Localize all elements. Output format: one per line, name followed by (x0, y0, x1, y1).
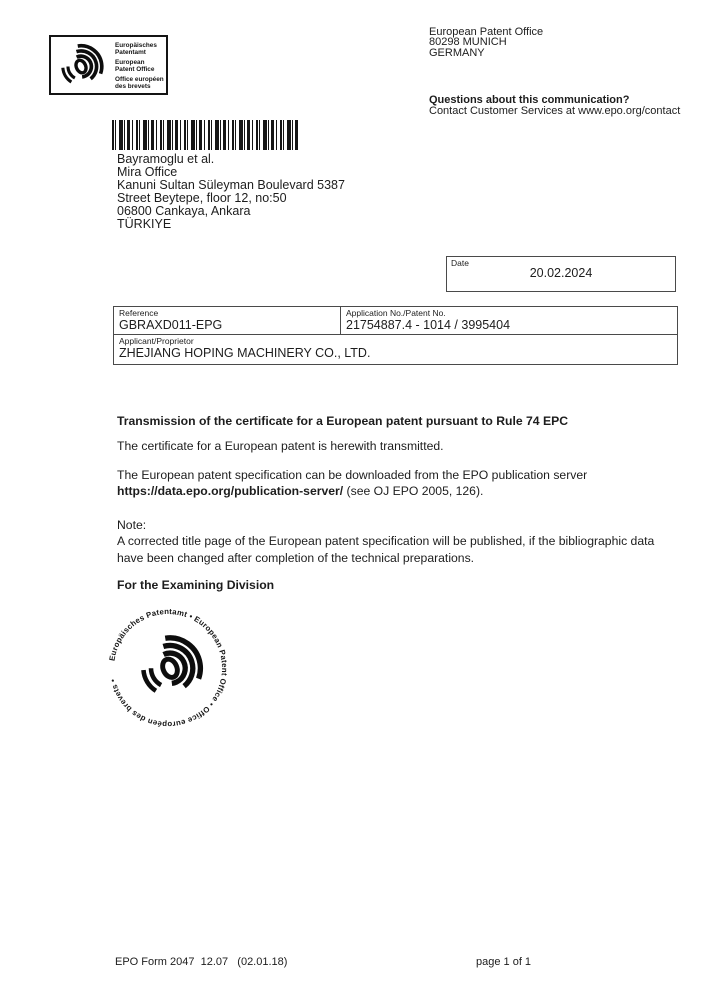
logo-name-en-2: Patent Office (115, 65, 155, 73)
logo-name-en-1: European (115, 58, 145, 66)
barcode (112, 120, 298, 150)
epo-logo-names (115, 41, 164, 90)
note-block (117, 517, 692, 566)
questions-contact: Contact Customer Services at www.epo.org/contact (429, 104, 681, 117)
paragraph-transmitted: The certificate for a European patent is herewith transmitted. (117, 439, 444, 453)
logo-name-fr-1: Office européen (115, 75, 164, 83)
paragraph-download (117, 467, 692, 500)
seal-ring-text: Europäisches Patentamt • European Patent Office • Office européen des brevets • (107, 606, 230, 730)
reference-table (113, 306, 678, 365)
note-line-1: A corrected title page of the European patent specification will be published, if the bibliographic data (117, 534, 655, 549)
oj-reference: (see OJ EPO 2005, 126). (343, 484, 484, 499)
recipient-name: Bayramoglu et al. (117, 152, 215, 166)
date-box (446, 256, 676, 292)
application-cell (341, 307, 677, 335)
applicant-value: ZHEJIANG HOPING MACHINERY CO., LTD. (119, 346, 371, 360)
letter-title: Transmission of the certificate for a European patent pursuant to Rule 74 EPC (117, 414, 569, 428)
sender-line-1: European Patent Office (429, 26, 544, 38)
applicant-cell (114, 335, 677, 364)
seal-swirl-icon (133, 632, 206, 705)
reference-label: Reference (119, 308, 159, 318)
download-url-line (117, 483, 692, 499)
logo-name-fr-2: des brevets (115, 82, 151, 90)
download-line: The European patent specification can be downloaded from the EPO publication server (117, 468, 588, 482)
recipient-city: 06800 Cankaya, Ankara (117, 204, 251, 219)
recipient-street-2: Street Beytepe, floor 12, no:50 (117, 191, 287, 206)
recipient-address (117, 153, 345, 232)
note-label: Note: (117, 518, 147, 532)
date-label: Date (451, 258, 469, 268)
application-label: Application No./Patent No. (346, 308, 446, 318)
recipient-country: TÜRKIYE (117, 217, 172, 232)
footer-page-number: page 1 of 1 (476, 956, 532, 968)
questions-heading: Questions about this communication? (429, 94, 630, 106)
footer-form-number: EPO Form 2047 12.07 (02.01.18) (115, 956, 288, 968)
application-value: 21754887.4 - 1014 / 3995404 (346, 318, 511, 332)
note-line-2: have been changed after completion of the technical preparations. (117, 550, 475, 565)
recipient-street-1: Kanuni Sultan Süleyman Boulevard 5387 (117, 178, 345, 193)
reference-value: GBRAXD011-EPG (119, 318, 223, 332)
sender-line-3: GERMANY (429, 46, 485, 59)
epo-seal (104, 604, 232, 732)
publication-server-url: https://data.epo.org/publication-server/ (117, 484, 344, 499)
examining-division-signature: For the Examining Division (117, 578, 275, 592)
recipient-office: Mira Office (117, 165, 178, 180)
sender-line-2: 80298 MUNICH (429, 36, 507, 49)
epo-logo-box (49, 35, 168, 95)
svg-text:Europäisches Patentamt • Eur (107, 607, 229, 729)
applicant-label: Applicant/Proprietor (119, 336, 194, 346)
epo-swirl-icon (55, 39, 107, 91)
sender-address (429, 27, 543, 58)
date-value: 20.02.2024 (529, 266, 593, 280)
logo-name-de-2: Patentamt (115, 48, 146, 56)
reference-cell (114, 307, 341, 335)
logo-name-de-1: Europäisches (115, 41, 157, 49)
questions-block (429, 95, 680, 117)
